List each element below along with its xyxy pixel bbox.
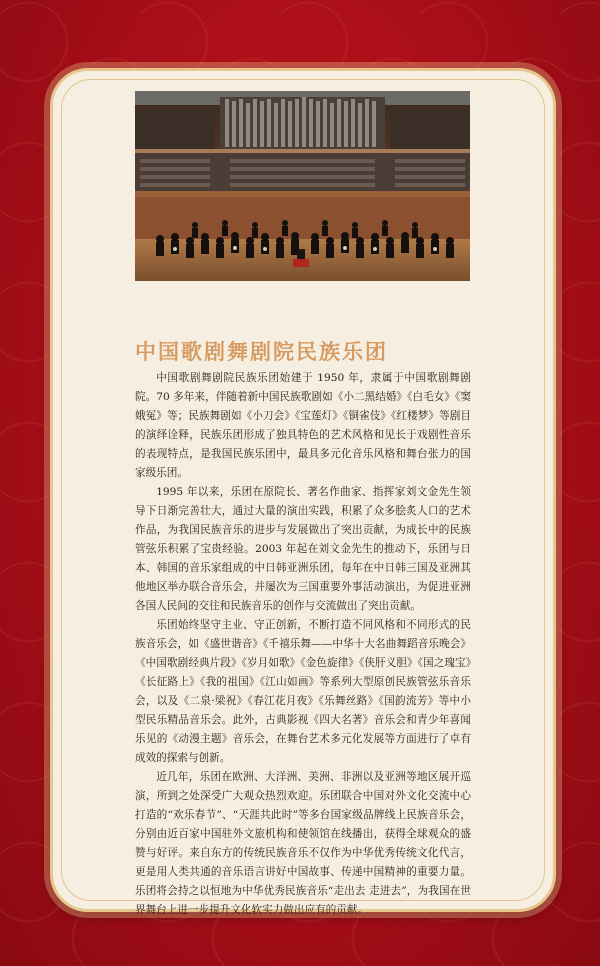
paragraph-1: 中国歌剧舞剧院民族乐团始建于 1950 年，隶属于中国歌剧舞剧院。70 多年来，伴随着新中国民族歌剧如《小二黑结婚》《白毛女》《窦娥冤》等；民族舞剧如《小刀会》《宝莲灯》《铜雀伎》《红楼梦》等剧目的演绎诠释，民族乐团形成了独具特色的艺术风格和见长于戏剧性音乐的表现特点，是我国民族乐团中，最具多元化音乐风格和舞台张力的国家级乐团。	[135, 372, 471, 479]
orchestra-photo	[135, 91, 470, 281]
paragraph-3: 乐团始终坚守主业、守正创新，不断打造不同风格和不同形式的民族音乐会，如《盛世谐音》《千禧乐舞——中华十大名曲舞蹈音乐晚会》《中国歌剧经典片段》《岁月如歌》《金色旋律》《侠肝义胆》《国之瑰宝》《长征路上》《我的祖国》《江山如画》等系列大型原创民族管弦乐音乐会，以及《二泉·梁祝》《春江花月夜》《乐舞丝路》《国韵流芳》等中小型民乐精品音乐会。此外，古典影视《四大名著》音乐会和青少年喜闻乐见的《动漫主题》音乐会，在舞台艺术多元化发展等方面进行了卓有成效的探索与创新。	[135, 619, 471, 764]
concert-hall-image	[135, 91, 470, 281]
paragraph-2: 1995 年以来，乐团在原院长、著名作曲家、指挥家刘文金先生领导下日渐完善壮大，通过大量的演出实践，积累了众多脍炙人口的艺术作品，为我国民族音乐的进步与发展做出了突出贡献，为成长中的民族管弦乐积累了宝贵经验。2003 年起在刘文金先生的推动下，乐团与日本、韩国的音乐家组成的中日韩亚洲乐团，每年在中日韩三国及亚洲其他地区举办联合音乐会，并屡次为三国重要外事活动演出，为促进亚洲各国人民间的交往和民族音乐的创作与交流做出了突出贡献。	[135, 486, 471, 612]
paragraph-4: 近几年，乐团在欧洲、大洋洲、美洲、非洲以及亚洲等地区展开巡演，所到之处深受广大观众热烈欢迎。乐团联合中国对外文化交流中心打造的“欢乐春节”、“天涯共此时”等多台国家级品牌线上民族音乐会，分别由近百家中国驻外文旅机构和使领馆在线播出，获得全球观众的盛赞与好评。来自东方的传统民族音乐不仅作为中华优秀传统文化代言，更是用人类共通的音乐语言讲好中国故事、传递中国精神的重要力量。乐团将会持之以恒地为中华优秀民族音乐“走出去 走进去”，为我国在世界舞台上进一步提升文化软实力做出应有的贡献。	[135, 771, 471, 916]
content-card	[50, 68, 556, 916]
body-text	[135, 369, 471, 920]
section-title: 中国歌剧舞剧院民族乐团	[135, 339, 388, 364]
